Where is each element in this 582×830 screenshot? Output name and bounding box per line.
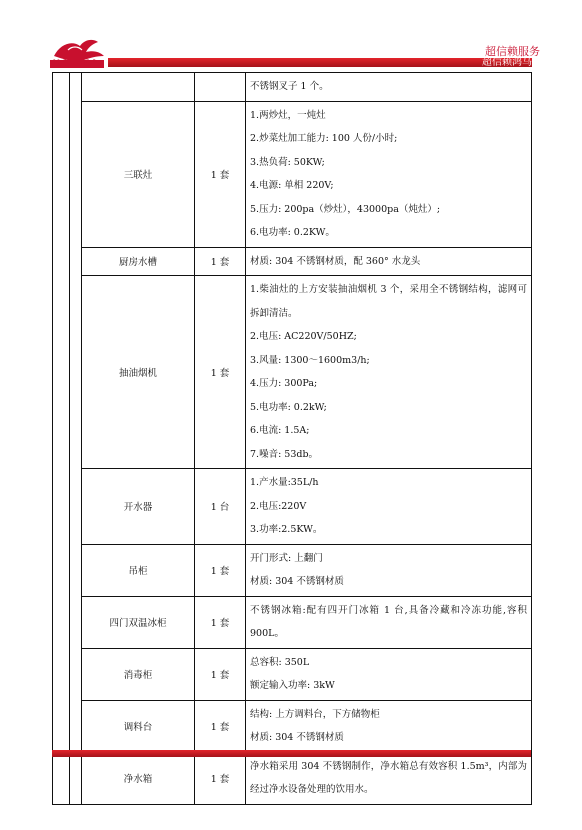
item-name-cell: 抽油烟机 bbox=[82, 276, 195, 469]
spec-line: 5.电功率: 0.2kW; bbox=[250, 401, 327, 413]
spec-line: 材质: 304 不锈钢材质，配 360° 水龙头 bbox=[250, 255, 421, 267]
category-column bbox=[70, 73, 82, 805]
spec-line: 材质: 304 不锈钢材质 bbox=[250, 732, 344, 743]
equipment-table-wrap bbox=[52, 72, 531, 805]
spec-line: 2.电压: AC220V/50HZ; bbox=[250, 331, 357, 342]
item-name-cell: 三联灶 bbox=[82, 101, 195, 247]
item-spec-cell bbox=[246, 276, 532, 469]
table-row bbox=[53, 596, 532, 648]
table-row bbox=[53, 700, 532, 752]
table-row bbox=[53, 73, 532, 102]
spec-line: 7.噪音: 53db。 bbox=[250, 448, 319, 460]
spec-line: 3.功率:2.5KW。 bbox=[250, 524, 323, 535]
page-header bbox=[0, 0, 582, 72]
header-bar-slogan: 超信赖鸿马 bbox=[482, 57, 532, 68]
spec-line: 净水箱采用 304 不锈钢制作，净水箱总有效容积 1.5m³，内部为经过净水设备处理的饮用水。 bbox=[250, 760, 527, 795]
spec-line: 5.压力: 200pa（炒灶），43000pa（炖灶）; bbox=[250, 203, 441, 215]
item-name-cell bbox=[82, 73, 195, 102]
table-row bbox=[53, 276, 532, 469]
spec-line: 6.电流: 1.5A; bbox=[250, 425, 310, 436]
item-spec-cell bbox=[246, 648, 532, 700]
item-name-cell: 吊柜 bbox=[82, 544, 195, 596]
item-name-cell: 开水器 bbox=[82, 469, 195, 545]
item-spec-cell bbox=[246, 700, 532, 752]
spec-line: 4.电源: 单相 220V; bbox=[250, 180, 334, 191]
spec-line: 4.压力: 300Pa; bbox=[250, 378, 318, 389]
table-row bbox=[53, 469, 532, 545]
table-row bbox=[53, 648, 532, 700]
spec-line: 3.风量: 1300～1600m3/h; bbox=[250, 354, 370, 366]
spec-line: 1.柴油灶的上方安装抽油烟机 3 个，采用全不锈钢结构，滤网可拆卸清洁。 bbox=[250, 284, 527, 319]
table-row bbox=[53, 247, 532, 276]
item-spec-cell bbox=[246, 596, 532, 648]
item-name-cell: 调料台 bbox=[82, 700, 195, 752]
equipment-table bbox=[52, 72, 532, 805]
spec-line: 2.电压:220V bbox=[250, 500, 307, 512]
item-spec-cell bbox=[246, 73, 532, 102]
logo-text: HOWMA bbox=[52, 59, 99, 69]
item-name-cell: 四门双温冰柜 bbox=[82, 596, 195, 648]
spec-line: 材质: 304 不锈钢材质 bbox=[250, 576, 344, 587]
spec-line: 结构: 上方调料台，下方储物柜 bbox=[250, 708, 380, 720]
spec-line: 不锈钢叉子 1 个。 bbox=[250, 81, 329, 92]
spec-line: 2.炒菜灶加工能力: 100 人份/小时; bbox=[250, 133, 398, 144]
table-row bbox=[53, 544, 532, 596]
item-spec-cell bbox=[246, 469, 532, 545]
spec-line: 3.热负荷: 50KW; bbox=[250, 156, 325, 168]
spec-line: 1.两炒灶，一炖灶 bbox=[250, 109, 326, 121]
item-qty-cell: 1 台 bbox=[195, 469, 246, 545]
table-row bbox=[53, 101, 532, 247]
item-name-cell: 厨房水槽 bbox=[82, 247, 195, 276]
item-qty-cell: 1 套 bbox=[195, 276, 246, 469]
item-qty-cell: 1 套 bbox=[195, 752, 246, 804]
header-bar bbox=[108, 58, 532, 67]
item-name-cell: 消毒柜 bbox=[82, 648, 195, 700]
item-name-cell: 净水箱 bbox=[82, 752, 195, 804]
index-column bbox=[53, 73, 70, 805]
item-spec-cell bbox=[246, 247, 532, 276]
spec-line: 6.电功率: 0.2KW。 bbox=[250, 227, 335, 238]
item-qty-cell: 1 套 bbox=[195, 648, 246, 700]
item-qty-cell: 1 套 bbox=[195, 247, 246, 276]
spec-line: 额定输入功率: 3kW bbox=[250, 680, 335, 691]
footer-bar bbox=[52, 750, 531, 757]
item-spec-cell bbox=[246, 544, 532, 596]
item-qty-cell: 1 套 bbox=[195, 101, 246, 247]
table-row bbox=[53, 752, 532, 804]
item-qty-cell: 1 套 bbox=[195, 700, 246, 752]
item-qty-cell: 1 套 bbox=[195, 544, 246, 596]
spec-line: 不锈钢冰箱:配有四开门冰箱 1 台,具备冷藏和冷冻功能,容积 900L。 bbox=[250, 604, 527, 639]
item-spec-cell bbox=[246, 752, 532, 804]
item-qty-cell: 1 套 bbox=[195, 596, 246, 648]
spec-line: 1.产水量:35L/h bbox=[250, 477, 319, 488]
item-qty-cell bbox=[195, 73, 246, 102]
item-spec-cell bbox=[246, 101, 532, 247]
header-slogan: 超信赖服务 bbox=[485, 45, 540, 58]
spec-line: 开门形式: 上翻门 bbox=[250, 552, 323, 564]
spec-line: 总容积: 350L bbox=[250, 656, 310, 668]
